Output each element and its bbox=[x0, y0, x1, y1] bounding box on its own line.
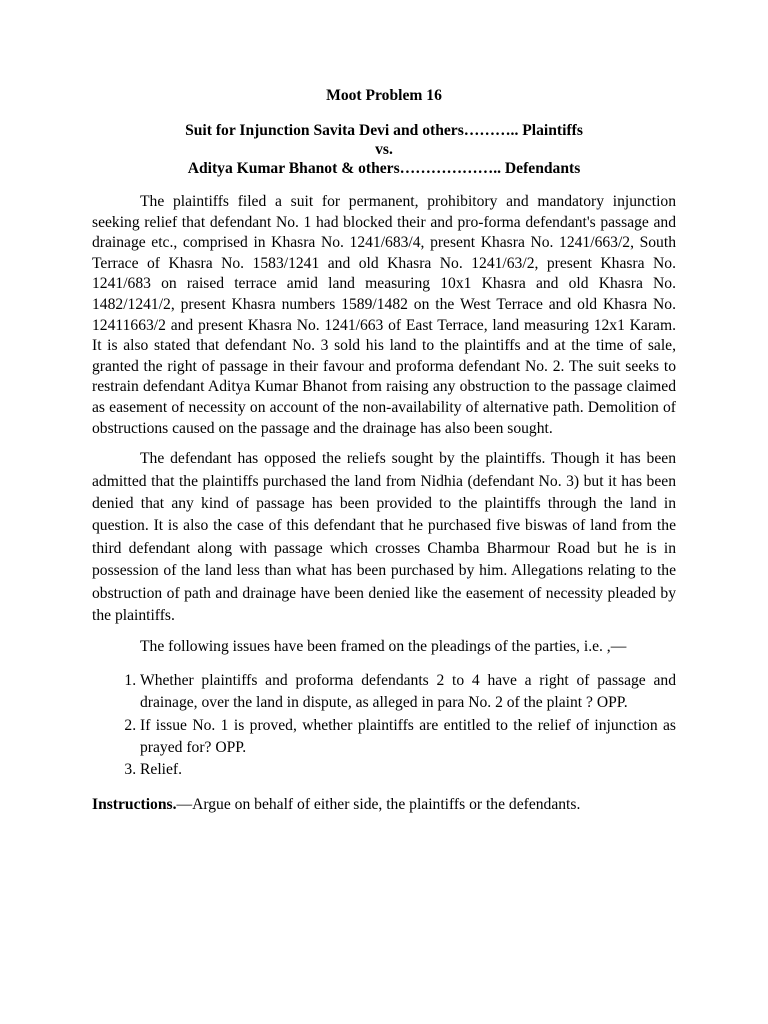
instructions-label: Instructions. bbox=[92, 795, 177, 813]
issue-item: 2. If issue No. 1 is proved, whether plaintiffs are entitled to the relief of injunction as prayed for? OPP. bbox=[140, 715, 676, 760]
versus-line: vs. bbox=[375, 141, 393, 158]
document-title: Moot Problem 16 bbox=[326, 87, 442, 104]
paragraph-defence: The defendant has opposed the reliefs sought by the plaintiffs. Though it has been admitted that the plaintiffs purchased the land from Nidhia (defendant No. 3) but it has been denied that any kind of passage has been provided to the plaintiffs through the land in question. It is also the case of this defendant that he purchased five biswas of land from the third defendant along with passage which crosses Chamba Bharmour Road but he is in possession of the land less than what has been purchased by him. Allegations relating to the obstruction of path and drainage have been denied like the easement of necessity pleaded by the plaintiffs. bbox=[92, 450, 676, 624]
instructions-text: —Argue on behalf of either side, the plaintiffs or the defendants. bbox=[176, 795, 581, 813]
issue-item: 1. Whether plaintiffs and proforma defendants 2 to 4 have a right of passage and drainage, over the land in dispute, as alleged in para No. 2 of the plaint ? OPP. bbox=[140, 670, 676, 715]
plaintiffs-line: Suit for Injunction Savita Devi and others……….. Plaintiffs bbox=[185, 122, 583, 139]
issue-item: 3. Relief. bbox=[140, 759, 676, 781]
paragraph-facts: The plaintiffs filed a suit for permanent, prohibitory and mandatory injunction seeking relief that defendant No. 1 had blocked their and pro-forma defendant's passage and drainage etc., comprised in Khasra No. 1241/683/4, present Khasra No. 1241/663/2, South Terrace of Khasra No. 1583/1241 and old Khasra No. 1241/63/2, present Khasra No. 1241/683 on raised terrace amid land measuring 10x1 Khasra and old Khasra No. 1482/1241/2, present Khasra numbers 1589/1482 on the West Terrace and old Khasra No. 12411663/2 and present Khasra No. 1241/663 of East Terrace, land measuring 12x1 Karam. It is also stated that defendant No. 3 sold his land to the plaintiffs and at the time of sale, granted the right of passage in their favour and proforma defendant No. 2. The suit seeks to restrain defendant Aditya Kumar Bhanot from raising any obstruction to the passage claimed as easement of necessity on account of the non-availability of alternative path. Demolition of obstructions caused on the passage and the drainage has also been sought. bbox=[92, 193, 676, 437]
issues-list bbox=[92, 670, 676, 782]
case-parties bbox=[92, 121, 676, 178]
paragraph-issues-intro: The following issues have been framed on the pleadings of the parties, i.e. ,— bbox=[140, 638, 627, 656]
defendants-line: Aditya Kumar Bhanot & others……………….. Defendants bbox=[187, 160, 581, 177]
instructions bbox=[92, 794, 676, 816]
